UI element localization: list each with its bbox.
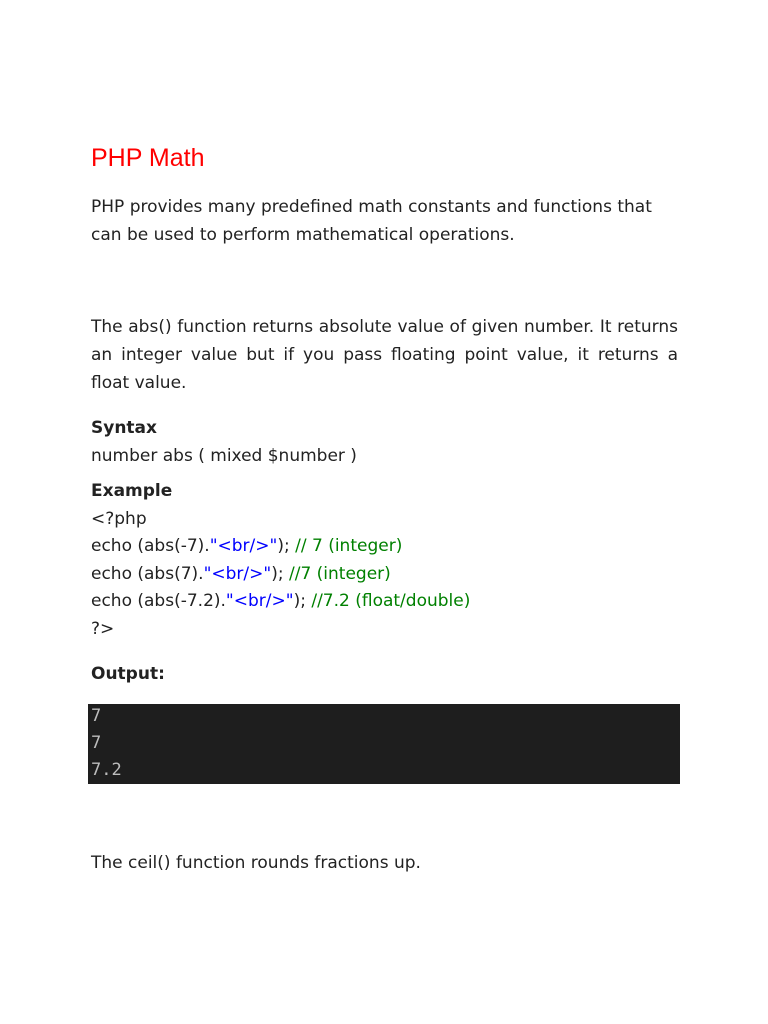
output-line: 7 xyxy=(91,733,102,753)
code-text: ); xyxy=(293,591,306,611)
code-text: echo (abs(7). xyxy=(91,564,204,584)
code-line xyxy=(91,532,402,560)
output-line: 7.2 xyxy=(91,760,122,780)
code-string: "<br/>" xyxy=(209,536,278,556)
ceil-description: The ceil() function rounds fractions up. xyxy=(91,853,421,873)
syntax-line: number abs ( mixed $number ) xyxy=(91,446,357,466)
code-text: ); xyxy=(277,536,290,556)
output-console xyxy=(88,704,680,784)
intro-paragraph: PHP provides many predefined math constants and functions that can be used to perform mathematical operations. xyxy=(91,197,652,245)
code-string: "<br/>" xyxy=(203,564,272,584)
code-text: echo (abs(-7.2). xyxy=(91,591,226,611)
abs-description: The abs() function returns absolute value of given number. It returns an integer value but if you pass floating point value, it returns a float value. xyxy=(91,317,678,393)
code-comment: // 7 (integer) xyxy=(289,536,403,556)
output-heading: Output: xyxy=(91,664,165,684)
syntax-heading: Syntax xyxy=(91,418,157,438)
page-title: PHP Math xyxy=(91,144,205,172)
code-comment: //7.2 (float/double) xyxy=(305,591,471,611)
code-open-tag: <?php xyxy=(91,509,147,529)
output-line: 7 xyxy=(91,706,102,726)
example-heading: Example xyxy=(91,481,173,501)
code-close-tag: ?> xyxy=(91,619,115,639)
code-comment: //7 (integer) xyxy=(283,564,391,584)
code-text: echo (abs(-7). xyxy=(91,536,210,556)
code-line xyxy=(91,587,470,615)
code-line xyxy=(91,560,391,588)
code-string: "<br/>" xyxy=(225,591,294,611)
code-text: ); xyxy=(271,564,284,584)
